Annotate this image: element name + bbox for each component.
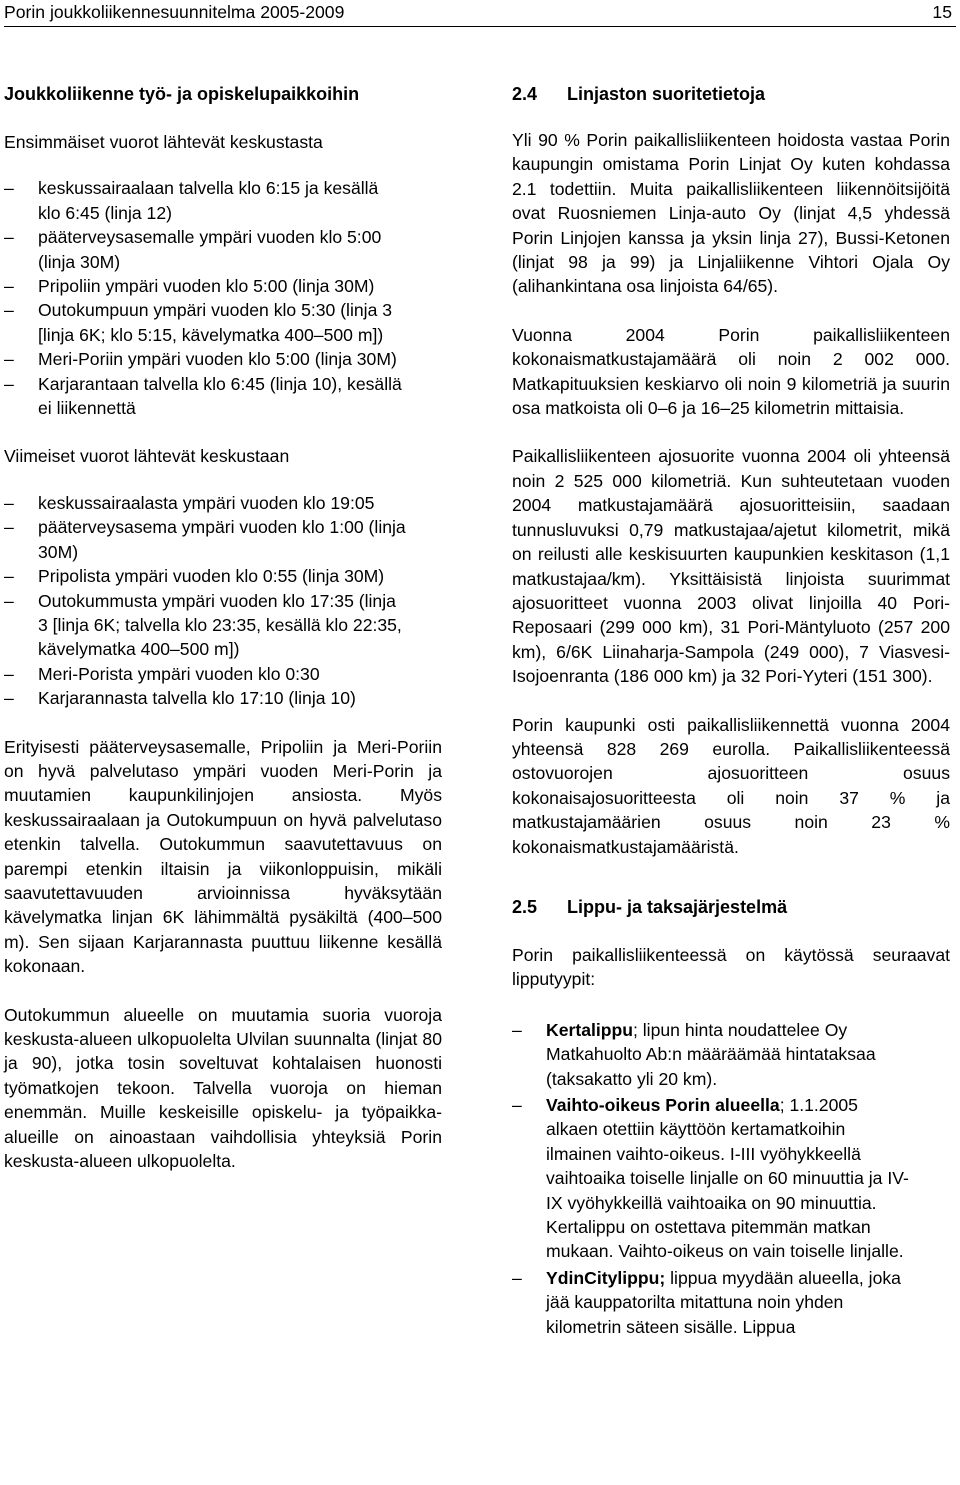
list-item: – pääterveysasema ympäri vuoden klo 1:00 (linja 30M) — [4, 515, 409, 564]
section-title: Linjaston suoritetietoja — [567, 84, 766, 104]
list-item: – Pripolista ympäri vuoden klo 0:55 (linja 30M) — [4, 564, 409, 588]
ticket-name: Vaihto-oikeus Porin alueella — [546, 1095, 780, 1115]
section-title: Lippu- ja taksajärjestelmä — [567, 896, 788, 917]
first-trips-intro: Ensimmäiset vuorot lähtevät keskustasta — [4, 132, 323, 152]
list-item — [512, 1093, 912, 1264]
ticket-types-list — [512, 1018, 912, 1339]
last-trips-intro: Viimeiset vuorot lähtevät keskustaan — [4, 446, 290, 467]
list-item: – keskussairaalasta ympäri vuoden klo 19:05 — [4, 491, 409, 515]
ticket-description: ; 1.1.2005 alkaen otettiin käyttöön kertamatkoihin ilmainen vaihto-oikeus. I-III vyöhykkeellä vaihtoaika toiselle linjalle on 60 minuuttia ja IV- IX vyöhykkeillä vaihtoaika on 90 minuuttia. Kertalippu on ostettava pitemmän matkan mukaan. Vaihto-oikeus on vain toiselle linjalle. — [546, 1095, 909, 1262]
body-paragraph: Erityisesti pääterveysasemalle, Pripoliin ja Meri-Poriin on hyvä palvelutaso ympäri vuoden Meri-Porin ja muutamien kaupunkilinjojen ansiosta. Myös keskussairaalaan ja Outokumpuun on hyvä palvelutaso etenkin talvella. Outokummun saavutettavuus on parempi etenkin iltaisin ja viikonloppuisin, mikäli saavutettavuuden arvioinnissa hyväksytään kävelymatka linjan 6K lähimmältä pysäkiltä (400–500 m). Sen sijaan Karjarannasta puuttuu liikenne kesällä kokonaan. — [4, 736, 442, 977]
list-item — [512, 1266, 912, 1339]
left-column — [4, 82, 442, 1173]
ticket-name: YdinCitylippu; — [546, 1267, 666, 1288]
body-paragraph: Yli 90 % Porin paikallisliikenteen hoidosta vastaa Porin kaupungin omistama Porin Linjat Oy kuten kohdassa 2.1 todettiin. Muita paikallisliikenteen liikennöitsijöitä ovat Ruosniemen Linja-auto Oy (linjat 4,5 yhdessä Porin Linjojen kanssa ja yksin linja 27), Bussi-Ketonen (linjat 98 ja 99) ja Linjaliikenne Vihtori Ojala Oy (alihankintana osa linjoista 64/65). — [512, 130, 950, 297]
list-item — [512, 1018, 912, 1091]
section-number: 2.4 — [512, 84, 538, 104]
body-paragraph: Outokummun alueelle on muutamia suoria vuoroja keskusta-alueen ulkopuolelta Ulvilan suunnalta (linjat 80 ja 90), jotka tosin soveltuvat kohtalaisen huonosti työmatkojen tekoon. Talvella vuoroja on hieman enemmän. Muille keskeisille opiskelu- ja työpaikka-alueille on ainoastaan vaihdollisia yhteyksiä Porin keskusta-alueen ulkopuolelta. — [4, 1004, 442, 1172]
ticket-description: lippua myydään alueella, joka jää kauppatorilta mitattuna noin yhden kilometrin säteen sisälle. Lippua — [546, 1267, 901, 1337]
list-item: – Meri-Porista ympäri vuoden klo 0:30 — [4, 662, 409, 686]
body-paragraph: Paikallisliikenteen ajosuorite vuonna 2004 oli yhteensä noin 2 525 000 kilometriä. Kun suhteutetaan vuoden 2004 matkustajamäärä ajosuoritteisiin, saadaan tunnusluvuksi 0,79 matkustajaa/ajetut kilometrit, mikä on reilusti alle keskisuurten kaupunkien keskitason (1,1 matkustajaa/km). Yksittäisistä linjoista suurimmat ajosuoritteet vuonna 2003 olivat linjoilla 40 Pori-Reposaari (299 000 km), 31 Pori-Mäntyluoto (257 200 km), 6/6K Liinaharja-Sampola (249 000), 7 Viasvesi-Isojoenranta (186 000 km) ja 32 Pori-Yyteri (151 300). — [512, 446, 950, 687]
list-item: – keskussairaalaan talvella klo 6:15 ja kesällä klo 6:45 (linja 12) — [4, 176, 404, 225]
ticket-name: Kertalippu — [546, 1019, 633, 1040]
list-item: – Outokummusta ympäri vuoden klo 17:35 (linja 3 [linja 6K; talvella klo 23:35, kesällä klo 22:35, kävelymatka 400–500 m]) — [4, 589, 409, 662]
list-item: – Karjarannasta talvella klo 17:10 (linja 10) — [4, 686, 409, 710]
body-paragraph: Vuonna 2004 Porin paikallisliikenteen kokonaismatkustajamäärä oli noin 2 002 000. Matkapituuksien keskiarvo oli noin 9 kilometriä ja suurin osa matkoista oli 0–6 ja 16–25 kilometrin mittaisia. — [512, 324, 950, 419]
right-column — [512, 82, 950, 1341]
ticket-description: ; lipun hinta noudattelee Oy Matkahuolto Ab:n määräämää hintataksaa (taksakatto yli 20 km). — [546, 1019, 876, 1089]
page-header — [4, 0, 956, 27]
list-item: – pääterveysasemalle ympäri vuoden klo 5:00 (linja 30M) — [4, 225, 404, 274]
list-item: – Outokumpuun ympäri vuoden klo 5:30 (linja 3 [linja 6K; klo 5:15, kävelymatka 400–500 m]) — [4, 298, 404, 347]
body-paragraph: Porin paikallisliikenteessä on käytössä seuraavat lipputyypit: — [512, 944, 950, 990]
document-title: Porin joukkoliikennesuunnitelma 2005-2009 — [4, 2, 345, 22]
last-trips-list — [4, 491, 409, 711]
section-heading: Joukkoliikenne työ- ja opiskelupaikkoihin — [4, 84, 360, 104]
list-item: – Meri-Poriin ympäri vuoden klo 5:00 (linja 30M) — [4, 347, 404, 371]
list-item: – Karjarantaan talvella klo 6:45 (linja 10), kesällä ei liikennettä — [4, 372, 404, 421]
list-item: – Pripoliin ympäri vuoden klo 5:00 (linja 30M) — [4, 274, 404, 298]
page-number: 15 — [932, 2, 952, 22]
section-heading — [512, 82, 950, 106]
section-heading — [512, 895, 950, 919]
first-trips-list — [4, 176, 404, 420]
body-paragraph: Porin kaupunki osti paikallisliikennettä vuonna 2004 yhteensä 828 269 eurolla. Paikallisliikenteessä ostovuorojen ajosuoritteen osuus kokonaisajosuoritteesta oli noin 37 % ja matkustajamäärien osuus noin 23 % kokonaismatkustajamääristä. — [512, 714, 950, 857]
section-number: 2.5 — [512, 896, 538, 917]
